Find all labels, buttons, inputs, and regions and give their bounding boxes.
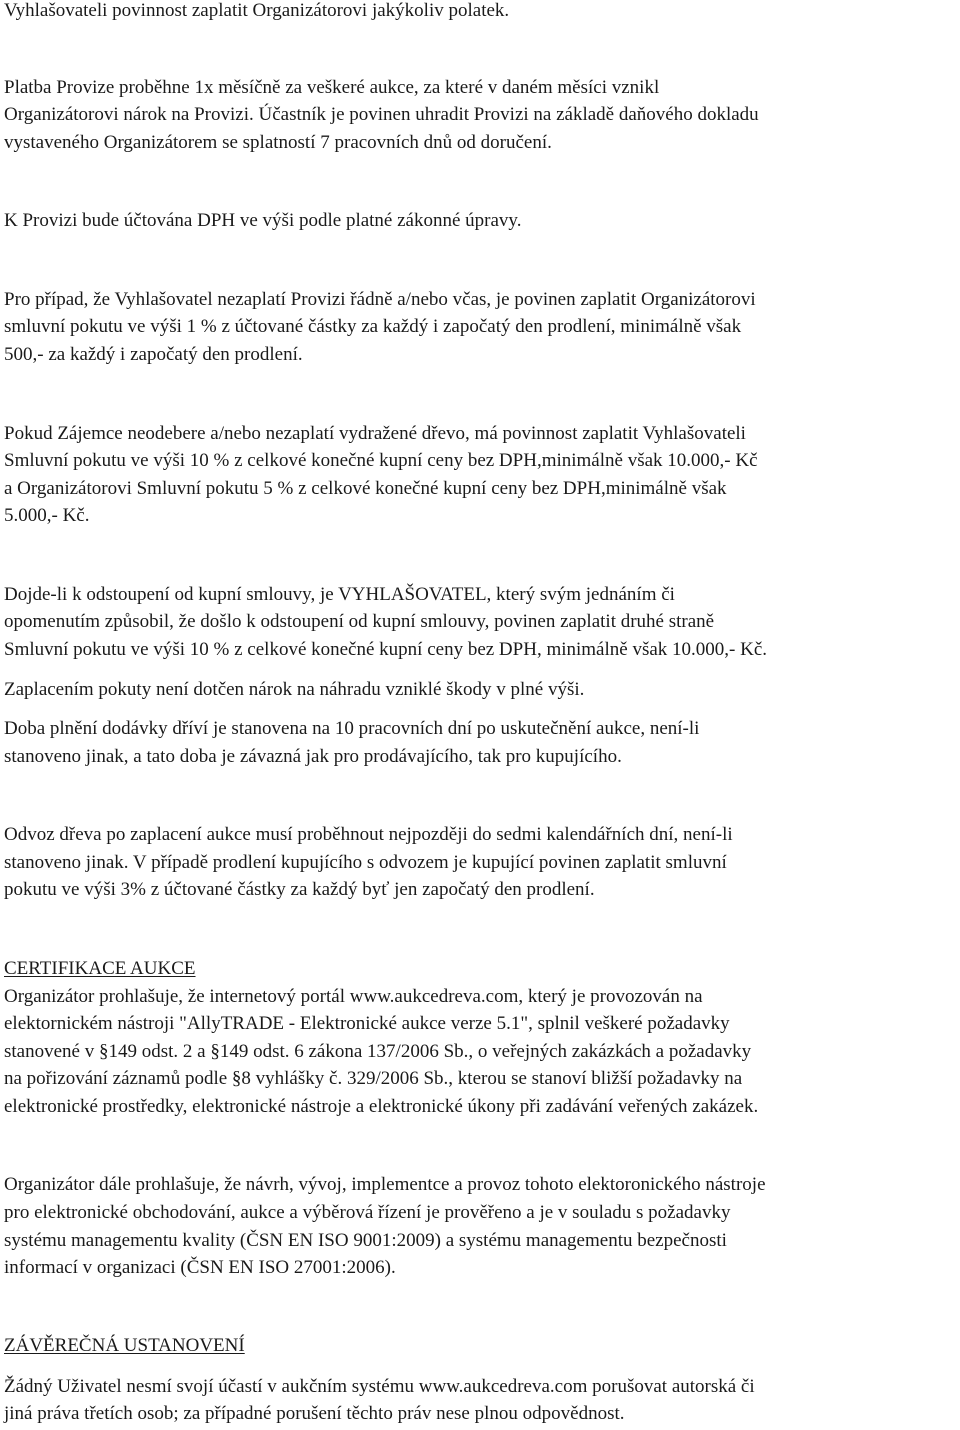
text-line: systému managementu kvality (ČSN EN ISO 9001:2009) a systému managementu bezpečnosti bbox=[4, 1230, 727, 1251]
text-line: Dojde-li k odstoupení od kupní smlouvy, je VYHLAŠOVATEL, který svým jednáním či bbox=[4, 584, 675, 605]
text-line: Organizátor prohlašuje, že internetový portál www.aukcedreva.com, který je provozován na bbox=[4, 986, 703, 1007]
text-line: vystaveného Organizátorem se splatností 7 pracovních dnů od doručení. bbox=[4, 132, 552, 153]
text-line: Zaplacením pokuty není dotčen nárok na náhradu vzniklé škody v plné výši. bbox=[4, 679, 585, 700]
text-line: informací v organizaci (ČSN EN ISO 27001:2006). bbox=[4, 1257, 396, 1278]
text-line: stanoveno jinak, a tato doba je závazná jak pro prodávajícího, tak pro kupujícího. bbox=[4, 746, 622, 767]
text-line: jiná práva třetích osob; za případné porušení těchto práv nese plnou odpovědnost. bbox=[4, 1403, 625, 1424]
text-line: elektronické prostředky, elektronické nástroje a elektronické úkony při zadávání veřených zakázek. bbox=[4, 1096, 759, 1117]
text-line: a Organizátorovi Smluvní pokutu 5 % z celkové konečné kupní ceny bez DPH,minimálně však bbox=[4, 478, 727, 499]
text-line: Doba plnění dodávky dříví je stanovena na 10 pracovních dní po uskutečnění aukce, není-li bbox=[4, 718, 700, 739]
text-line: Žádný Uživatel nesmí svojí účastí v aukčním systému www.aukcedreva.com porušovat autorská či bbox=[4, 1376, 755, 1397]
text-line: K Provizi bude účtována DPH ve výši podle platné zákonné úpravy. bbox=[4, 210, 522, 231]
text-line: Platba Provize proběhne 1x měsíčně za veškeré aukce, za které v daném měsíci vznikl bbox=[4, 77, 660, 98]
text-line: elektornickém nástroji "AllyTRADE - Elektronické aukce verze 5.1", splnil veškeré požadavky bbox=[4, 1013, 730, 1034]
text-line: pokutu ve výši 3% z účtované částky za každý byť jen započatý den prodlení. bbox=[4, 879, 595, 900]
text-line: Pokud Zájemce neodebere a/nebo nezaplatí vydražené dřevo, má povinnost zaplatit Vyhlašovateli bbox=[4, 423, 746, 444]
text-line: Vyhlašovateli povinnost zaplatit Organizátorovi jakýkoliv polatek. bbox=[4, 0, 510, 21]
text-line: Smluvní pokutu ve výši 10 % z celkové konečné kupní ceny bez DPH,minimálně však 10.000,- Kč bbox=[4, 450, 758, 471]
text-line: 5.000,- Kč. bbox=[4, 505, 90, 526]
text-line: Organizátor dále prohlašuje, že návrh, vývoj, implementce a provoz tohoto elektoronického nástroje bbox=[4, 1174, 766, 1195]
text-line: 500,- za každý i započatý den prodlení. bbox=[4, 344, 303, 365]
section-heading-certifikace: CERTIFIKACE AUKCE bbox=[4, 958, 196, 979]
text-line: pro elektronické obchodování, aukce a výběrová řízení je prověřeno a je v souladu s požadavky bbox=[4, 1202, 731, 1223]
text-line: Organizátorovi nárok na Provizi. Účastník je povinen uhradit Provizi na základě daňového dokladu bbox=[4, 104, 759, 125]
text-line: smluvní pokutu ve výši 1 % z účtované částky za každý i započatý den prodlení, minimálně však bbox=[4, 316, 742, 337]
section-heading-zaverecna-ustanoveni: ZÁVĚREČNÁ USTANOVENÍ bbox=[4, 1335, 245, 1356]
text-line: stanoveno jinak. V případě prodlení kupujícího s odvozem je kupující povinen zaplatit smluvní bbox=[4, 852, 727, 873]
text-line: stanovené v §149 odst. 2 a §149 odst. 6 zákona 137/2006 Sb., o veřejných zakázkách a požadavky bbox=[4, 1041, 752, 1062]
text-line: opomenutím způsobil, že došlo k odstoupení od kupní smlouvy, povinen zaplatit druhé straně bbox=[4, 611, 715, 632]
text-line: na pořizování záznamů podle §8 vyhlášky č. 329/2006 Sb., kterou se stanoví bližší požadavky na bbox=[4, 1068, 743, 1089]
text-line: Smluvní pokutu ve výši 10 % z celkové konečné kupní ceny bez DPH, minimálně však 10.000,- Kč. bbox=[4, 639, 768, 660]
text-line: Pro případ, že Vyhlašovatel nezaplatí Provizi řádně a/nebo včas, je povinen zaplatit Organizátorovi bbox=[4, 289, 756, 310]
text-line: Odvoz dřeva po zaplacení aukce musí proběhnout nejpozději do sedmi kalendářních dní, není-li bbox=[4, 824, 733, 845]
